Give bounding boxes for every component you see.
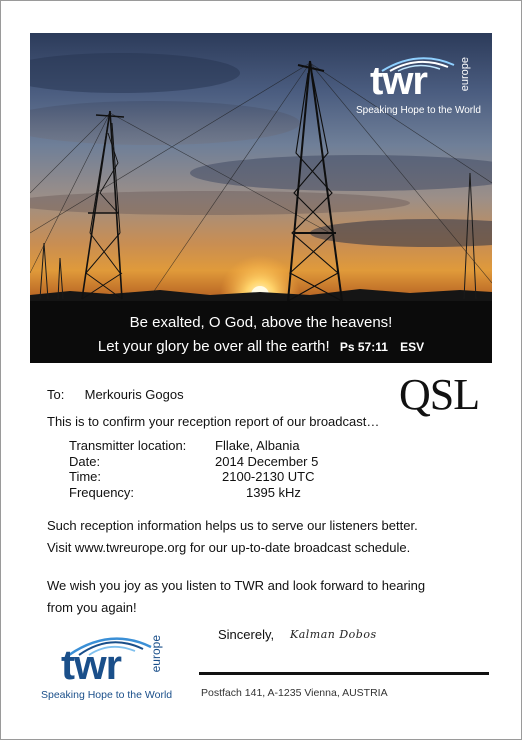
detail-value: Fllake, Albania <box>215 438 300 453</box>
detail-label: Transmitter location: <box>69 438 187 453</box>
detail-value: 2014 December 5 <box>215 453 319 469</box>
twr-wordmark: twr <box>61 641 121 688</box>
detail-row <box>69 485 318 501</box>
confirmation-text: This is to confirm your reception report of our broadcast… <box>47 414 380 429</box>
verse-version: ESV <box>400 340 425 354</box>
recipient-name: Merkouris Gogos <box>84 387 184 402</box>
detail-row <box>69 454 318 470</box>
sunset-antenna-photo <box>30 33 492 363</box>
verse-line-1: Be exalted, O God, above the heavens! <box>129 314 393 331</box>
twr-region: europe <box>459 57 471 92</box>
signature: Kalman Dobos <box>290 628 377 641</box>
twr-logo-top <box>356 51 482 123</box>
twr-wordmark: twr <box>370 59 427 103</box>
postal-address: Postfach 141, A-1235 Vienna, AUSTRIA <box>201 687 388 699</box>
bible-verse <box>30 311 492 359</box>
signature-rule <box>199 672 489 675</box>
twr-tagline: Speaking Hope to the World <box>41 689 173 701</box>
recipient-line <box>47 387 184 402</box>
detail-value: 2100-2130 UTC <box>222 469 315 484</box>
verse-reference: Ps 57:11 <box>339 340 388 354</box>
info-line-1: Such reception information helps us to serve our listeners better. <box>47 518 418 533</box>
twr-tagline: Speaking Hope to the World <box>356 105 481 116</box>
twr-logo-bottom <box>39 621 179 711</box>
closing-line-2: from you again! <box>47 600 137 615</box>
verse-line-2: Let your glory be over all the earth! <box>97 338 330 355</box>
info-line-2: Visit www.twreurope.org for our up-to-date broadcast schedule. <box>47 540 411 555</box>
sincerely-label: Sincerely, <box>218 627 275 642</box>
closing-paragraph <box>47 575 487 619</box>
twr-region: europe <box>149 635 163 673</box>
detail-label: Frequency: <box>69 484 135 500</box>
detail-value: 1395 kHz <box>246 484 301 500</box>
detail-row <box>69 438 318 454</box>
detail-label: Time: <box>69 469 102 484</box>
qsl-mark: QSL <box>399 370 480 419</box>
to-label: To: <box>47 387 65 402</box>
detail-label: Date: <box>69 453 101 469</box>
reception-details <box>69 438 318 500</box>
info-paragraph <box>47 515 487 559</box>
closing-line-1: We wish you joy as you listen to TWR and look forward to hearing <box>47 578 426 593</box>
detail-row <box>69 469 318 485</box>
